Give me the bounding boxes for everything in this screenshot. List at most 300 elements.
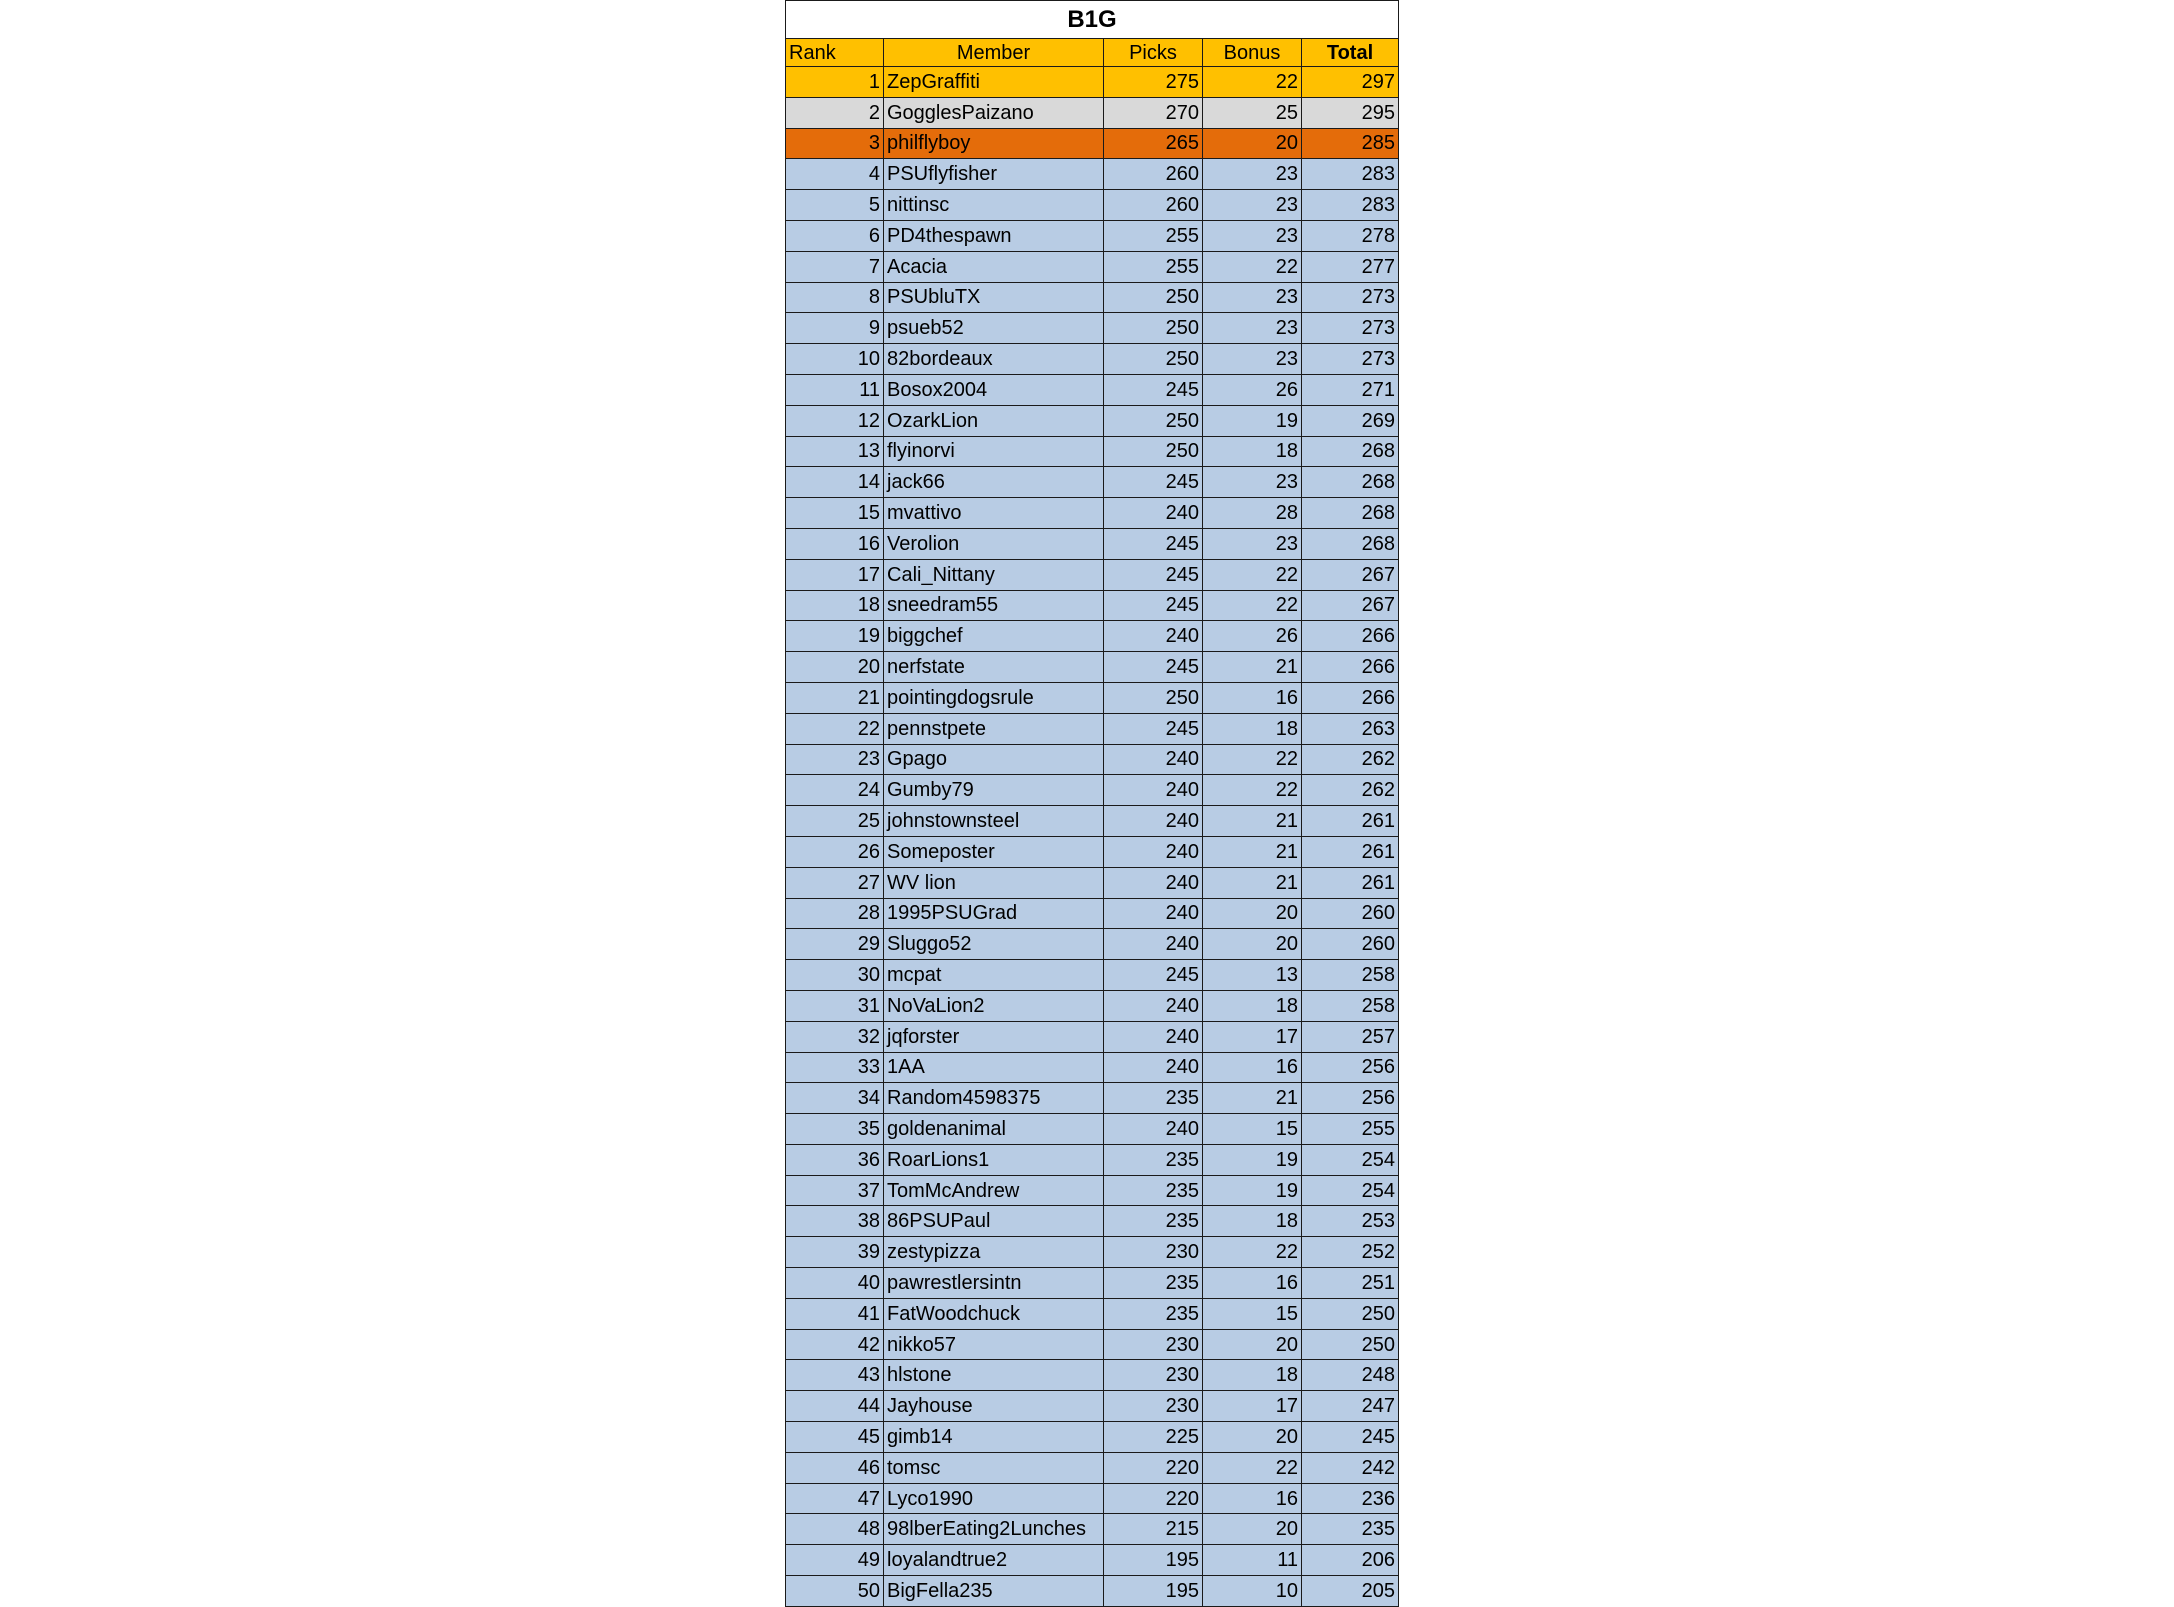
cell-bonus: 20	[1203, 1329, 1302, 1360]
cell-total: 245	[1302, 1422, 1399, 1453]
cell-picks: 245	[1104, 467, 1203, 498]
table-row	[786, 806, 1399, 837]
cell-member: 98lberEating2Lunches	[884, 1514, 1104, 1545]
cell-total: 261	[1302, 806, 1399, 837]
cell-member: TomMcAndrew	[884, 1175, 1104, 1206]
cell-rank: 19	[786, 621, 884, 652]
cell-total: 260	[1302, 929, 1399, 960]
cell-bonus: 20	[1203, 128, 1302, 159]
cell-picks: 230	[1104, 1329, 1203, 1360]
cell-picks: 240	[1104, 744, 1203, 775]
cell-picks: 240	[1104, 775, 1203, 806]
cell-bonus: 20	[1203, 929, 1302, 960]
cell-bonus: 23	[1203, 467, 1302, 498]
cell-bonus: 22	[1203, 775, 1302, 806]
cell-total: 268	[1302, 528, 1399, 559]
cell-bonus: 18	[1203, 990, 1302, 1021]
cell-rank: 6	[786, 220, 884, 251]
cell-total: 262	[1302, 744, 1399, 775]
cell-picks: 275	[1104, 67, 1203, 98]
cell-total: 278	[1302, 220, 1399, 251]
table-row	[786, 713, 1399, 744]
table-row	[786, 1391, 1399, 1422]
cell-rank: 38	[786, 1206, 884, 1237]
cell-member: Jayhouse	[884, 1391, 1104, 1422]
cell-picks: 240	[1104, 836, 1203, 867]
cell-rank: 31	[786, 990, 884, 1021]
cell-total: 258	[1302, 960, 1399, 991]
table-row	[786, 1483, 1399, 1514]
cell-picks: 245	[1104, 528, 1203, 559]
table-row	[786, 1576, 1399, 1607]
cell-rank: 30	[786, 960, 884, 991]
cell-member: ZepGraffiti	[884, 67, 1104, 98]
cell-rank: 42	[786, 1329, 884, 1360]
cell-bonus: 17	[1203, 1391, 1302, 1422]
table-row	[786, 282, 1399, 313]
cell-member: nerfstate	[884, 652, 1104, 683]
cell-picks: 235	[1104, 1175, 1203, 1206]
cell-rank: 34	[786, 1083, 884, 1114]
cell-total: 277	[1302, 251, 1399, 282]
cell-bonus: 22	[1203, 559, 1302, 590]
cell-picks: 215	[1104, 1514, 1203, 1545]
cell-bonus: 26	[1203, 374, 1302, 405]
cell-picks: 235	[1104, 1298, 1203, 1329]
cell-bonus: 20	[1203, 898, 1302, 929]
cell-rank: 28	[786, 898, 884, 929]
cell-member: FatWoodchuck	[884, 1298, 1104, 1329]
cell-total: 273	[1302, 313, 1399, 344]
table-row	[786, 621, 1399, 652]
cell-rank: 43	[786, 1360, 884, 1391]
cell-member: Gumby79	[884, 775, 1104, 806]
cell-bonus: 19	[1203, 1144, 1302, 1175]
cell-bonus: 23	[1203, 220, 1302, 251]
cell-picks: 240	[1104, 498, 1203, 529]
cell-rank: 25	[786, 806, 884, 837]
table-row	[786, 97, 1399, 128]
cell-bonus: 18	[1203, 436, 1302, 467]
cell-member: 1995PSUGrad	[884, 898, 1104, 929]
cell-member: 86PSUPaul	[884, 1206, 1104, 1237]
table-title: B1G	[786, 1, 1399, 39]
cell-bonus: 19	[1203, 1175, 1302, 1206]
cell-member: sneedram55	[884, 590, 1104, 621]
table-row	[786, 1514, 1399, 1545]
cell-total: 252	[1302, 1237, 1399, 1268]
table-row	[786, 1021, 1399, 1052]
cell-bonus: 23	[1203, 313, 1302, 344]
table-row	[786, 1545, 1399, 1576]
cell-total: 268	[1302, 436, 1399, 467]
cell-member: Someposter	[884, 836, 1104, 867]
cell-member: Acacia	[884, 251, 1104, 282]
table-row	[786, 251, 1399, 282]
cell-member: hlstone	[884, 1360, 1104, 1391]
cell-total: 242	[1302, 1452, 1399, 1483]
cell-member: Random4598375	[884, 1083, 1104, 1114]
cell-picks: 245	[1104, 960, 1203, 991]
cell-rank: 35	[786, 1114, 884, 1145]
table-row	[786, 1298, 1399, 1329]
cell-total: 260	[1302, 898, 1399, 929]
cell-picks: 250	[1104, 436, 1203, 467]
cell-member: Lyco1990	[884, 1483, 1104, 1514]
cell-bonus: 16	[1203, 1483, 1302, 1514]
cell-picks: 195	[1104, 1545, 1203, 1576]
cell-picks: 220	[1104, 1483, 1203, 1514]
table-row	[786, 1329, 1399, 1360]
cell-bonus: 22	[1203, 251, 1302, 282]
cell-rank: 26	[786, 836, 884, 867]
cell-member: PSUflyfisher	[884, 159, 1104, 190]
table-row	[786, 898, 1399, 929]
cell-total: 254	[1302, 1144, 1399, 1175]
cell-rank: 5	[786, 190, 884, 221]
cell-bonus: 21	[1203, 836, 1302, 867]
cell-bonus: 13	[1203, 960, 1302, 991]
cell-total: 267	[1302, 590, 1399, 621]
cell-picks: 220	[1104, 1452, 1203, 1483]
cell-picks: 270	[1104, 97, 1203, 128]
cell-rank: 23	[786, 744, 884, 775]
cell-bonus: 18	[1203, 1206, 1302, 1237]
cell-bonus: 23	[1203, 282, 1302, 313]
cell-bonus: 23	[1203, 344, 1302, 375]
cell-bonus: 17	[1203, 1021, 1302, 1052]
cell-rank: 48	[786, 1514, 884, 1545]
cell-member: jqforster	[884, 1021, 1104, 1052]
cell-picks: 255	[1104, 251, 1203, 282]
cell-member: mvattivo	[884, 498, 1104, 529]
cell-bonus: 10	[1203, 1576, 1302, 1607]
cell-rank: 16	[786, 528, 884, 559]
cell-bonus: 20	[1203, 1422, 1302, 1453]
cell-rank: 20	[786, 652, 884, 683]
cell-rank: 8	[786, 282, 884, 313]
cell-picks: 250	[1104, 682, 1203, 713]
cell-total: 266	[1302, 621, 1399, 652]
cell-total: 257	[1302, 1021, 1399, 1052]
cell-bonus: 23	[1203, 159, 1302, 190]
cell-total: 267	[1302, 559, 1399, 590]
cell-member: biggchef	[884, 621, 1104, 652]
cell-picks: 240	[1104, 990, 1203, 1021]
cell-member: Verolion	[884, 528, 1104, 559]
cell-member: mcpat	[884, 960, 1104, 991]
cell-member: Sluggo52	[884, 929, 1104, 960]
cell-member: 1AA	[884, 1052, 1104, 1083]
table-row	[786, 467, 1399, 498]
cell-picks: 230	[1104, 1237, 1203, 1268]
cell-total: 247	[1302, 1391, 1399, 1422]
cell-picks: 225	[1104, 1422, 1203, 1453]
table-row	[786, 652, 1399, 683]
cell-total: 268	[1302, 498, 1399, 529]
cell-rank: 46	[786, 1452, 884, 1483]
cell-bonus: 19	[1203, 405, 1302, 436]
cell-picks: 240	[1104, 929, 1203, 960]
cell-rank: 21	[786, 682, 884, 713]
cell-picks: 250	[1104, 344, 1203, 375]
column-header-total: Total	[1302, 39, 1399, 67]
table-row	[786, 159, 1399, 190]
cell-total: 261	[1302, 836, 1399, 867]
cell-total: 271	[1302, 374, 1399, 405]
cell-rank: 47	[786, 1483, 884, 1514]
cell-bonus: 23	[1203, 190, 1302, 221]
cell-rank: 7	[786, 251, 884, 282]
table-row	[786, 313, 1399, 344]
cell-member: jack66	[884, 467, 1104, 498]
cell-bonus: 22	[1203, 744, 1302, 775]
cell-picks: 230	[1104, 1391, 1203, 1422]
cell-picks: 245	[1104, 652, 1203, 683]
cell-total: 250	[1302, 1329, 1399, 1360]
table-row	[786, 1144, 1399, 1175]
cell-bonus: 11	[1203, 1545, 1302, 1576]
cell-picks: 240	[1104, 898, 1203, 929]
cell-rank: 40	[786, 1268, 884, 1299]
cell-picks: 245	[1104, 374, 1203, 405]
cell-member: nikko57	[884, 1329, 1104, 1360]
cell-picks: 265	[1104, 128, 1203, 159]
cell-bonus: 23	[1203, 528, 1302, 559]
cell-total: 273	[1302, 282, 1399, 313]
table-row	[786, 374, 1399, 405]
cell-picks: 245	[1104, 559, 1203, 590]
table-row	[786, 405, 1399, 436]
cell-rank: 1	[786, 67, 884, 98]
cell-total: 283	[1302, 190, 1399, 221]
table-row	[786, 1360, 1399, 1391]
cell-member: nittinsc	[884, 190, 1104, 221]
table-row	[786, 559, 1399, 590]
cell-rank: 36	[786, 1144, 884, 1175]
cell-rank: 33	[786, 1052, 884, 1083]
cell-total: 255	[1302, 1114, 1399, 1145]
cell-member: PSUbluTX	[884, 282, 1104, 313]
cell-member: Gpago	[884, 744, 1104, 775]
cell-total: 263	[1302, 713, 1399, 744]
cell-rank: 39	[786, 1237, 884, 1268]
table-row	[786, 1206, 1399, 1237]
cell-bonus: 15	[1203, 1298, 1302, 1329]
cell-total: 248	[1302, 1360, 1399, 1391]
cell-bonus: 21	[1203, 652, 1302, 683]
cell-total: 268	[1302, 467, 1399, 498]
cell-bonus: 22	[1203, 1452, 1302, 1483]
cell-total: 285	[1302, 128, 1399, 159]
cell-member: flyinorvi	[884, 436, 1104, 467]
table-row	[786, 190, 1399, 221]
cell-total: 256	[1302, 1052, 1399, 1083]
cell-rank: 9	[786, 313, 884, 344]
cell-member: loyalandtrue2	[884, 1545, 1104, 1576]
column-header-picks: Picks	[1104, 39, 1203, 67]
cell-total: 250	[1302, 1298, 1399, 1329]
cell-picks: 230	[1104, 1360, 1203, 1391]
cell-total: 258	[1302, 990, 1399, 1021]
cell-bonus: 20	[1203, 1514, 1302, 1545]
cell-member: goldenanimal	[884, 1114, 1104, 1145]
cell-total: 256	[1302, 1083, 1399, 1114]
table-row	[786, 1268, 1399, 1299]
cell-member: psueb52	[884, 313, 1104, 344]
cell-member: pennstpete	[884, 713, 1104, 744]
cell-picks: 240	[1104, 1052, 1203, 1083]
table-row	[786, 836, 1399, 867]
cell-picks: 235	[1104, 1083, 1203, 1114]
table-row	[786, 1083, 1399, 1114]
cell-picks: 250	[1104, 282, 1203, 313]
cell-picks: 250	[1104, 405, 1203, 436]
cell-bonus: 18	[1203, 713, 1302, 744]
table-row	[786, 220, 1399, 251]
cell-member: BigFella235	[884, 1576, 1104, 1607]
cell-total: 254	[1302, 1175, 1399, 1206]
cell-total: 262	[1302, 775, 1399, 806]
cell-total: 235	[1302, 1514, 1399, 1545]
table-row	[786, 1114, 1399, 1145]
cell-picks: 235	[1104, 1268, 1203, 1299]
cell-member: PD4thespawn	[884, 220, 1104, 251]
cell-total: 283	[1302, 159, 1399, 190]
table-row	[786, 128, 1399, 159]
cell-member: Bosox2004	[884, 374, 1104, 405]
cell-total: 251	[1302, 1268, 1399, 1299]
cell-bonus: 15	[1203, 1114, 1302, 1145]
cell-rank: 11	[786, 374, 884, 405]
cell-picks: 240	[1104, 1021, 1203, 1052]
title-row	[786, 1, 1399, 39]
cell-bonus: 28	[1203, 498, 1302, 529]
cell-member: johnstownsteel	[884, 806, 1104, 837]
cell-total: 269	[1302, 405, 1399, 436]
cell-rank: 50	[786, 1576, 884, 1607]
table-row	[786, 67, 1399, 98]
cell-rank: 45	[786, 1422, 884, 1453]
cell-total: 205	[1302, 1576, 1399, 1607]
cell-member: RoarLions1	[884, 1144, 1104, 1175]
cell-total: 266	[1302, 652, 1399, 683]
cell-picks: 250	[1104, 313, 1203, 344]
cell-member: tomsc	[884, 1452, 1104, 1483]
cell-rank: 29	[786, 929, 884, 960]
table-row	[786, 1452, 1399, 1483]
cell-rank: 3	[786, 128, 884, 159]
table-row	[786, 1422, 1399, 1453]
standings-table	[785, 0, 1399, 1607]
cell-member: pointingdogsrule	[884, 682, 1104, 713]
cell-rank: 13	[786, 436, 884, 467]
table-row	[786, 744, 1399, 775]
standings-body	[786, 67, 1399, 1607]
cell-member: OzarkLion	[884, 405, 1104, 436]
cell-bonus: 22	[1203, 590, 1302, 621]
cell-total: 261	[1302, 867, 1399, 898]
cell-picks: 240	[1104, 867, 1203, 898]
cell-bonus: 26	[1203, 621, 1302, 652]
cell-rank: 12	[786, 405, 884, 436]
table-row	[786, 1237, 1399, 1268]
cell-picks: 240	[1104, 806, 1203, 837]
cell-total: 297	[1302, 67, 1399, 98]
table-row	[786, 867, 1399, 898]
cell-rank: 49	[786, 1545, 884, 1576]
cell-bonus: 21	[1203, 1083, 1302, 1114]
table-row	[786, 436, 1399, 467]
table-row	[786, 590, 1399, 621]
cell-picks: 195	[1104, 1576, 1203, 1607]
cell-bonus: 16	[1203, 682, 1302, 713]
cell-picks: 235	[1104, 1144, 1203, 1175]
cell-picks: 245	[1104, 713, 1203, 744]
cell-bonus: 16	[1203, 1268, 1302, 1299]
cell-total: 206	[1302, 1545, 1399, 1576]
cell-rank: 10	[786, 344, 884, 375]
cell-bonus: 21	[1203, 806, 1302, 837]
column-header-bonus: Bonus	[1203, 39, 1302, 67]
cell-member: philflyboy	[884, 128, 1104, 159]
table-row	[786, 1175, 1399, 1206]
table-row	[786, 775, 1399, 806]
cell-member: gimb14	[884, 1422, 1104, 1453]
cell-picks: 245	[1104, 590, 1203, 621]
cell-rank: 2	[786, 97, 884, 128]
table-row	[786, 929, 1399, 960]
table-row	[786, 344, 1399, 375]
cell-rank: 27	[786, 867, 884, 898]
cell-bonus: 25	[1203, 97, 1302, 128]
cell-picks: 240	[1104, 1114, 1203, 1145]
cell-bonus: 18	[1203, 1360, 1302, 1391]
cell-bonus: 22	[1203, 1237, 1302, 1268]
cell-picks: 260	[1104, 190, 1203, 221]
cell-picks: 235	[1104, 1206, 1203, 1237]
table-row	[786, 682, 1399, 713]
cell-total: 273	[1302, 344, 1399, 375]
standings-sheet	[785, 0, 1398, 1607]
cell-rank: 37	[786, 1175, 884, 1206]
table-row	[786, 960, 1399, 991]
cell-member: GogglesPaizano	[884, 97, 1104, 128]
table-row	[786, 1052, 1399, 1083]
cell-member: WV lion	[884, 867, 1104, 898]
cell-member: pawrestlersintn	[884, 1268, 1104, 1299]
cell-rank: 22	[786, 713, 884, 744]
table-row	[786, 990, 1399, 1021]
cell-rank: 24	[786, 775, 884, 806]
cell-member: zestypizza	[884, 1237, 1104, 1268]
cell-total: 295	[1302, 97, 1399, 128]
cell-rank: 17	[786, 559, 884, 590]
cell-rank: 44	[786, 1391, 884, 1422]
cell-total: 253	[1302, 1206, 1399, 1237]
cell-bonus: 16	[1203, 1052, 1302, 1083]
table-row	[786, 498, 1399, 529]
cell-bonus: 21	[1203, 867, 1302, 898]
cell-rank: 14	[786, 467, 884, 498]
cell-picks: 260	[1104, 159, 1203, 190]
cell-rank: 18	[786, 590, 884, 621]
cell-member: 82bordeaux	[884, 344, 1104, 375]
header-row	[786, 39, 1399, 67]
cell-rank: 32	[786, 1021, 884, 1052]
cell-bonus: 22	[1203, 67, 1302, 98]
table-row	[786, 528, 1399, 559]
